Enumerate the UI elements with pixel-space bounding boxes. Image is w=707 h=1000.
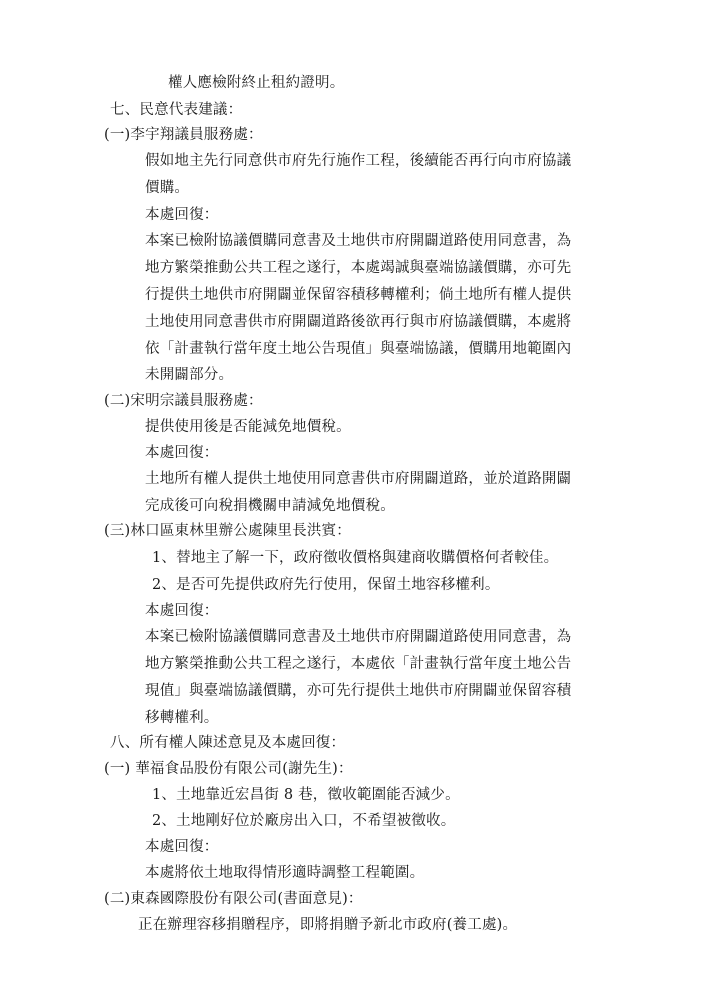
reply-label: 本處回復： [145, 207, 219, 223]
text-line: 地方繁榮推動公共工程之遂行，本處依「計畫執行當年度土地公告 [145, 656, 572, 672]
subsection-heading: (二)宋明宗議員服務處： [104, 393, 263, 409]
subsection-heading: (三)林口區東林里辦公處陳里長洪賓： [104, 523, 351, 539]
text-line: 土地使用同意書供市府開闢道路後欲再行與市府協議價購，本處將 [145, 314, 572, 330]
text-line: 提供使用後是否能減免地價稅。 [145, 419, 351, 435]
text-line: 權人應檢附終止租約證明。 [168, 75, 345, 91]
text-line: 完成後可向稅捐機關申請減免地價稅。 [145, 498, 395, 514]
text-line: 移轉權利。 [145, 710, 219, 726]
text-line: 行提供土地供市府開闢並保留容積移轉權利；倘土地所有權人提供 [145, 287, 572, 303]
text-line: 本案已檢附協議價購同意書及土地供市府開闢道路使用同意書，為 [145, 629, 572, 645]
list-item: 1、替地主了解一下，政府徵收價格與建商收購價格何者較佳。 [152, 550, 559, 566]
section-heading: 七、民意代表建議： [110, 102, 243, 118]
text-line: 未開闢部分。 [145, 367, 234, 383]
subsection-heading: (一) 華福食品股份有限公司(謝先生)： [104, 761, 353, 777]
text-line: 依「計畫執行當年度土地公告現值」與臺端協議，價購用地範圍內 [145, 341, 572, 357]
text-line: 土地所有權人提供土地使用同意書供市府開闢道路，並於道路開闢 [145, 471, 572, 487]
text-line: 地方繁榮推動公共工程之遂行，本處竭誠與臺端協議價購，亦可先 [145, 260, 572, 276]
reply-label: 本處回復： [145, 839, 219, 855]
subsection-heading: (二)東森國際股份有限公司(書面意見)： [104, 891, 363, 907]
list-item: 2、土地剛好位於廠房出入口，不希望被徵收。 [152, 813, 456, 829]
text-line: 本案已檢附協議價購同意書及土地供市府開闢道路使用同意書，為 [145, 233, 572, 249]
reply-label: 本處回復： [145, 445, 219, 461]
text-line: 正在辦理容移捐贈程序，即將捐贈予新北市政府(養工處)。 [138, 917, 518, 933]
list-item: 2、是否可先提供政府先行使用，保留土地容移權利。 [152, 577, 500, 593]
list-item: 1、土地靠近宏昌街 8 巷，徵收範圍能否減少。 [152, 787, 460, 803]
text-line: 假如地主先行同意供市府先行施作工程，後續能否再行向市府協議 [145, 153, 572, 169]
reply-label: 本處回復： [145, 603, 219, 619]
text-line: 現值」與臺端協議價購，亦可先行提供土地供市府開闢並保留容積 [145, 683, 572, 699]
subsection-heading: (一)李宇翔議員服務處： [104, 127, 263, 143]
text-line: 價購。 [145, 180, 190, 196]
text-line: 本處將依土地取得情形適時調整工程範圍。 [145, 865, 425, 881]
section-heading: 八、所有權人陳述意見及本處回復： [110, 735, 346, 751]
